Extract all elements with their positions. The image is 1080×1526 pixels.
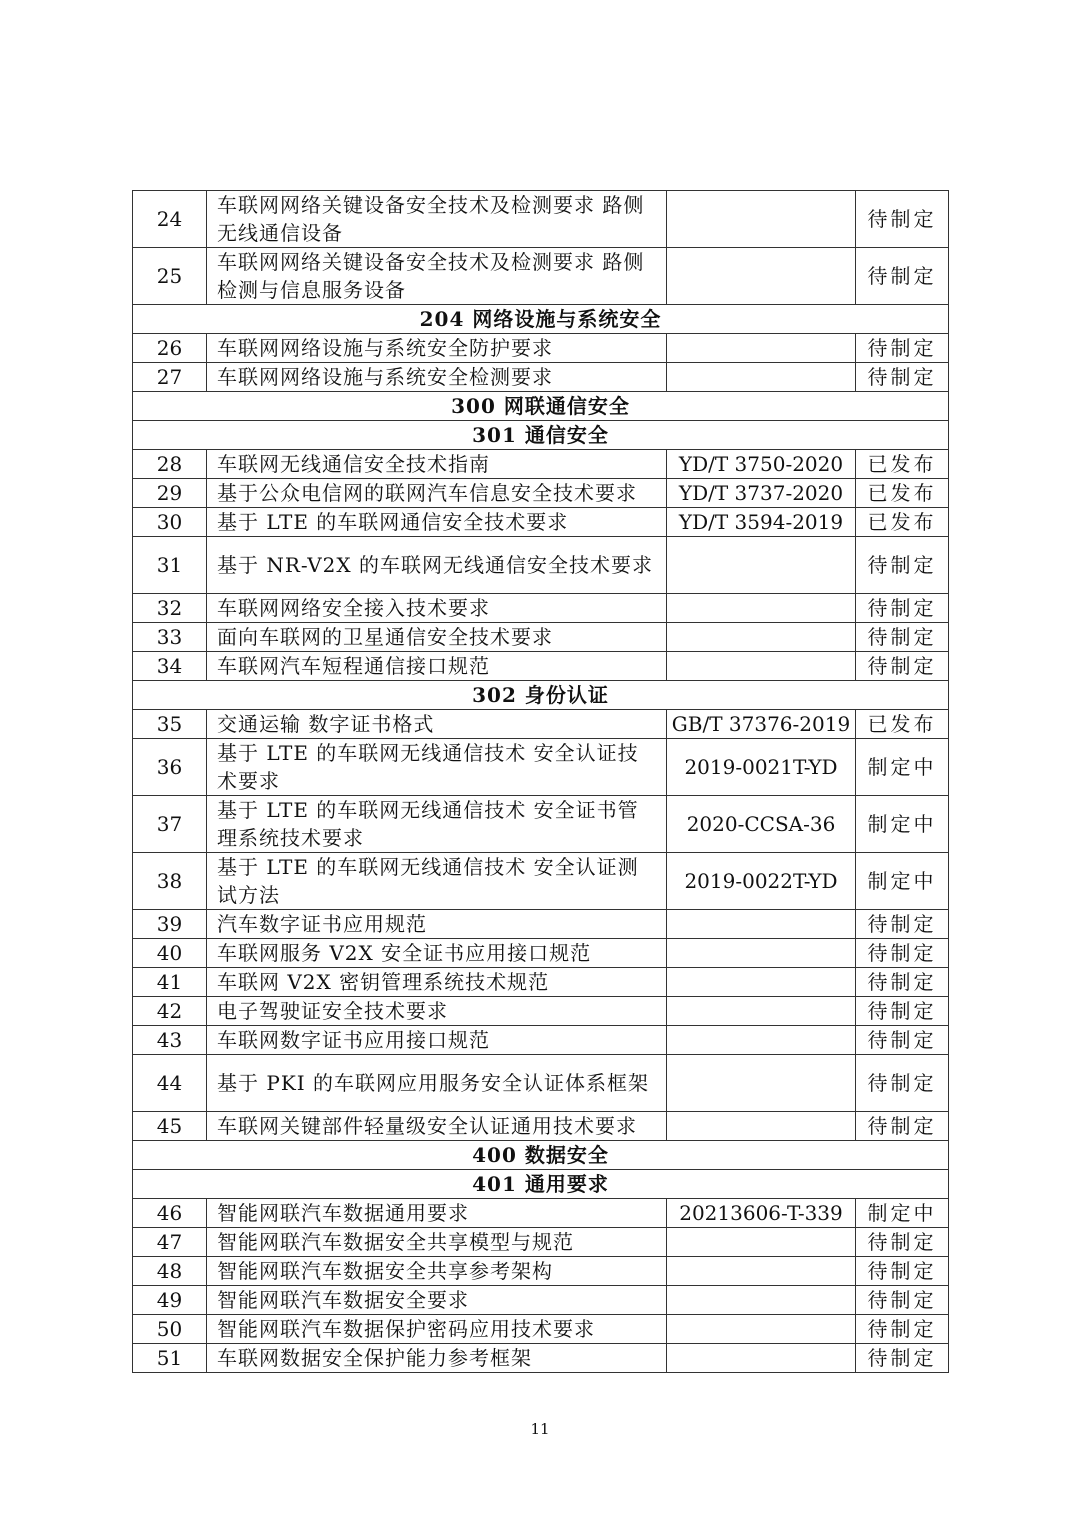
standard-code: YD/T 3737-2020 bbox=[667, 479, 856, 508]
section-header-row bbox=[133, 1141, 949, 1170]
section-title: 300 网联通信安全 bbox=[133, 392, 949, 421]
section-title: 400 数据安全 bbox=[133, 1141, 949, 1170]
row-number: 30 bbox=[133, 508, 207, 537]
status-cell: 待制定 bbox=[856, 652, 949, 681]
standard-code: 2019-0021T-YD bbox=[667, 739, 856, 796]
table-row bbox=[133, 710, 949, 739]
standard-name: 电子驾驶证安全技术要求 bbox=[207, 997, 667, 1026]
row-number: 43 bbox=[133, 1026, 207, 1055]
section-header-row bbox=[133, 392, 949, 421]
standard-code bbox=[667, 1257, 856, 1286]
table-row bbox=[133, 796, 949, 853]
status-cell: 待制定 bbox=[856, 623, 949, 652]
standard-name: 车联网网络安全接入技术要求 bbox=[207, 594, 667, 623]
table-row bbox=[133, 1344, 949, 1373]
row-number: 35 bbox=[133, 710, 207, 739]
table-row bbox=[133, 479, 949, 508]
table-row bbox=[133, 191, 949, 248]
standard-code: GB/T 37376-2019 bbox=[667, 710, 856, 739]
row-number: 41 bbox=[133, 968, 207, 997]
row-number: 44 bbox=[133, 1055, 207, 1112]
status-cell: 待制定 bbox=[856, 997, 949, 1026]
standard-code bbox=[667, 623, 856, 652]
row-number: 28 bbox=[133, 450, 207, 479]
row-number: 34 bbox=[133, 652, 207, 681]
standard-code bbox=[667, 363, 856, 392]
row-number: 29 bbox=[133, 479, 207, 508]
standard-code bbox=[667, 997, 856, 1026]
standard-code bbox=[667, 910, 856, 939]
row-number: 51 bbox=[133, 1344, 207, 1373]
page-number: 11 bbox=[530, 1420, 550, 1438]
standard-code bbox=[667, 537, 856, 594]
standard-name: 基于 LTE 的车联网无线通信技术 安全认证技术要求 bbox=[207, 739, 667, 796]
standard-code bbox=[667, 1055, 856, 1112]
row-number: 47 bbox=[133, 1228, 207, 1257]
table-row bbox=[133, 1257, 949, 1286]
row-number: 32 bbox=[133, 594, 207, 623]
status-cell: 待制定 bbox=[856, 1257, 949, 1286]
row-number: 25 bbox=[133, 248, 207, 305]
status-cell: 已发布 bbox=[856, 450, 949, 479]
standard-code bbox=[667, 1112, 856, 1141]
standard-name: 基于 LTE 的车联网无线通信技术 安全认证测试方法 bbox=[207, 853, 667, 910]
table-row bbox=[133, 1026, 949, 1055]
status-cell: 待制定 bbox=[856, 537, 949, 594]
status-cell: 待制定 bbox=[856, 191, 949, 248]
section-title: 302 身份认证 bbox=[133, 681, 949, 710]
row-number: 42 bbox=[133, 997, 207, 1026]
status-cell: 制定中 bbox=[856, 853, 949, 910]
status-cell: 待制定 bbox=[856, 594, 949, 623]
standard-code bbox=[667, 1286, 856, 1315]
row-number: 40 bbox=[133, 939, 207, 968]
standard-name: 智能网联汽车数据安全要求 bbox=[207, 1286, 667, 1315]
table-row bbox=[133, 1286, 949, 1315]
standard-name: 基于公众电信网的联网汽车信息安全技术要求 bbox=[207, 479, 667, 508]
table-row bbox=[133, 594, 949, 623]
table-row bbox=[133, 968, 949, 997]
table-row bbox=[133, 1315, 949, 1344]
row-number: 31 bbox=[133, 537, 207, 594]
row-number: 45 bbox=[133, 1112, 207, 1141]
table-row bbox=[133, 334, 949, 363]
standard-name: 车联网网络关键设备安全技术及检测要求 路侧无线通信设备 bbox=[207, 191, 667, 248]
table-row bbox=[133, 910, 949, 939]
standard-code bbox=[667, 1344, 856, 1373]
standard-code bbox=[667, 334, 856, 363]
standard-code bbox=[667, 248, 856, 305]
standard-name: 智能网联汽车数据通用要求 bbox=[207, 1199, 667, 1228]
table-row bbox=[133, 450, 949, 479]
section-header-row bbox=[133, 305, 949, 334]
status-cell: 待制定 bbox=[856, 1055, 949, 1112]
standard-name: 基于 PKI 的车联网应用服务安全认证体系框架 bbox=[207, 1055, 667, 1112]
status-cell: 制定中 bbox=[856, 1199, 949, 1228]
standard-name: 智能网联汽车数据安全共享模型与规范 bbox=[207, 1228, 667, 1257]
status-cell: 待制定 bbox=[856, 1344, 949, 1373]
section-title: 204 网络设施与系统安全 bbox=[133, 305, 949, 334]
standard-name: 面向车联网的卫星通信安全技术要求 bbox=[207, 623, 667, 652]
standard-name: 基于 LTE 的车联网通信安全技术要求 bbox=[207, 508, 667, 537]
standard-name: 车联网网络关键设备安全技术及检测要求 路侧检测与信息服务设备 bbox=[207, 248, 667, 305]
row-number: 37 bbox=[133, 796, 207, 853]
standard-code bbox=[667, 191, 856, 248]
standard-code: 2020-CCSA-36 bbox=[667, 796, 856, 853]
row-number: 36 bbox=[133, 739, 207, 796]
table-row bbox=[133, 508, 949, 537]
section-header-row bbox=[133, 1170, 949, 1199]
status-cell: 制定中 bbox=[856, 739, 949, 796]
standard-name: 车联网汽车短程通信接口规范 bbox=[207, 652, 667, 681]
table-row bbox=[133, 652, 949, 681]
row-number: 48 bbox=[133, 1257, 207, 1286]
status-cell: 待制定 bbox=[856, 968, 949, 997]
standard-code bbox=[667, 939, 856, 968]
standard-name: 车联网网络设施与系统安全检测要求 bbox=[207, 363, 667, 392]
table-row bbox=[133, 248, 949, 305]
status-cell: 待制定 bbox=[856, 1315, 949, 1344]
section-header-row bbox=[133, 681, 949, 710]
table-row bbox=[133, 623, 949, 652]
table-row bbox=[133, 739, 949, 796]
status-cell: 待制定 bbox=[856, 1228, 949, 1257]
table-row bbox=[133, 1228, 949, 1257]
standard-code bbox=[667, 1026, 856, 1055]
standard-name: 车联网数据安全保护能力参考框架 bbox=[207, 1344, 667, 1373]
section-header-row bbox=[133, 421, 949, 450]
standards-table bbox=[132, 190, 949, 1373]
row-number: 49 bbox=[133, 1286, 207, 1315]
standard-name: 基于 NR-V2X 的车联网无线通信安全技术要求 bbox=[207, 537, 667, 594]
row-number: 46 bbox=[133, 1199, 207, 1228]
standard-name: 车联网 V2X 密钥管理系统技术规范 bbox=[207, 968, 667, 997]
status-cell: 待制定 bbox=[856, 1026, 949, 1055]
standard-code bbox=[667, 594, 856, 623]
status-cell: 已发布 bbox=[856, 479, 949, 508]
standard-code: YD/T 3594-2019 bbox=[667, 508, 856, 537]
status-cell: 待制定 bbox=[856, 1286, 949, 1315]
table-row bbox=[133, 1199, 949, 1228]
row-number: 39 bbox=[133, 910, 207, 939]
standard-name: 车联网服务 V2X 安全证书应用接口规范 bbox=[207, 939, 667, 968]
standard-name: 交通运输 数字证书格式 bbox=[207, 710, 667, 739]
status-cell: 待制定 bbox=[856, 910, 949, 939]
standard-name: 车联网关键部件轻量级安全认证通用技术要求 bbox=[207, 1112, 667, 1141]
standard-code: 2019-0022T-YD bbox=[667, 853, 856, 910]
standard-name: 车联网无线通信安全技术指南 bbox=[207, 450, 667, 479]
standard-code bbox=[667, 1228, 856, 1257]
row-number: 24 bbox=[133, 191, 207, 248]
table-row bbox=[133, 363, 949, 392]
standard-code: 20213606-T-339 bbox=[667, 1199, 856, 1228]
table-row bbox=[133, 1055, 949, 1112]
table-row bbox=[133, 537, 949, 594]
status-cell: 已发布 bbox=[856, 508, 949, 537]
table-row bbox=[133, 939, 949, 968]
table-row bbox=[133, 1112, 949, 1141]
standard-name: 基于 LTE 的车联网无线通信技术 安全证书管理系统技术要求 bbox=[207, 796, 667, 853]
row-number: 33 bbox=[133, 623, 207, 652]
status-cell: 制定中 bbox=[856, 796, 949, 853]
row-number: 27 bbox=[133, 363, 207, 392]
status-cell: 待制定 bbox=[856, 363, 949, 392]
standard-name: 汽车数字证书应用规范 bbox=[207, 910, 667, 939]
table-row bbox=[133, 997, 949, 1026]
section-title: 401 通用要求 bbox=[133, 1170, 949, 1199]
standard-code: YD/T 3750-2020 bbox=[667, 450, 856, 479]
status-cell: 待制定 bbox=[856, 1112, 949, 1141]
table-row bbox=[133, 853, 949, 910]
standard-name: 智能网联汽车数据保护密码应用技术要求 bbox=[207, 1315, 667, 1344]
standard-code bbox=[667, 968, 856, 997]
standards-table-body bbox=[133, 191, 949, 1373]
status-cell: 已发布 bbox=[856, 710, 949, 739]
standard-code bbox=[667, 1315, 856, 1344]
standard-name: 车联网网络设施与系统安全防护要求 bbox=[207, 334, 667, 363]
standard-name: 车联网数字证书应用接口规范 bbox=[207, 1026, 667, 1055]
row-number: 26 bbox=[133, 334, 207, 363]
status-cell: 待制定 bbox=[856, 248, 949, 305]
section-title: 301 通信安全 bbox=[133, 421, 949, 450]
standard-code bbox=[667, 652, 856, 681]
standard-name: 智能网联汽车数据安全共享参考架构 bbox=[207, 1257, 667, 1286]
row-number: 50 bbox=[133, 1315, 207, 1344]
status-cell: 待制定 bbox=[856, 939, 949, 968]
status-cell: 待制定 bbox=[856, 334, 949, 363]
row-number: 38 bbox=[133, 853, 207, 910]
